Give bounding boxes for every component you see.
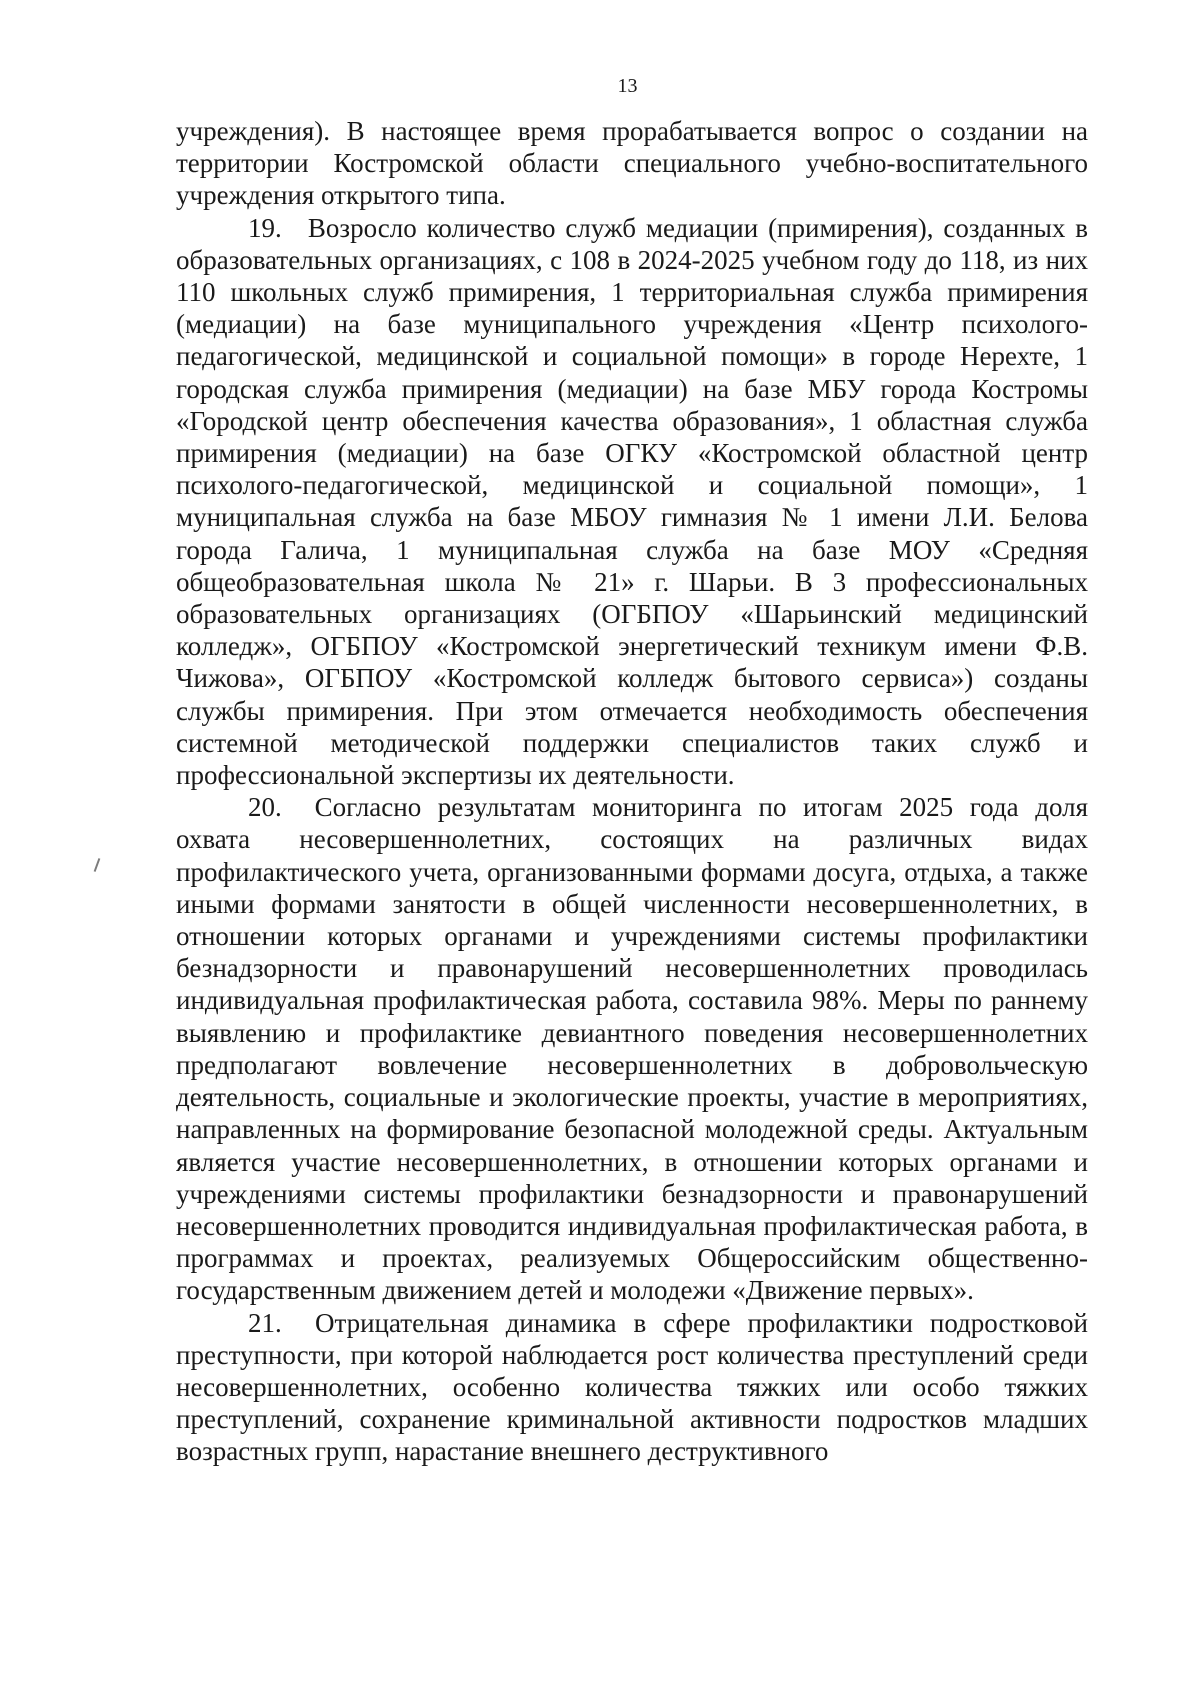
scan-artifact-mark <box>94 858 101 872</box>
document-body <box>176 115 1088 1468</box>
paragraph-number: 20. <box>248 792 282 823</box>
paragraph-21 <box>176 1307 1088 1468</box>
paragraph-continuation <box>176 115 1088 212</box>
paragraph-text: Отрицательная динамика в сфере профилактики подростковой преступности, при которой наблюдается рост количества преступлений среди несовершеннолетних, особенно количества тяжких или особо тяжких преступлений, сохранение криминальной активности подростков младших возрастных групп, нарастание внешнего деструктивного <box>176 1307 1088 1467</box>
paragraph-19 <box>176 212 1088 792</box>
paragraph-text: учреждения). В настоящее время прорабатывается вопрос о создании на территории Костромской области специального учебно-воспитательного учреждения открытого типа. <box>176 116 1088 211</box>
paragraph-number: 21. <box>248 1307 282 1338</box>
paragraph-text: Возросло количество служб медиации (примирения), созданных в образовательных организациях, с 108 в 2024-2025 учебном году до 118, из них 110 школьных служб примирения, 1 территориальная служба примирения (медиации) на базе муниципального учреждения «Центр психолого-педагогической, медицинской и социальной помощи» в городе Нерехте, 1 городская служба примирения (медиации) на базе МБУ города Костромы «Городской центр обеспечения качества образования», 1 областная служба примирения (медиации) на базе ОГКУ «Костромской областной центр психолого-педагогической, медицинской и социальной помощи», 1 муниципальная служба на базе МБОУ гимназия № 1 имени Л.И. Белова города Галича, 1 муниципальная служба на базе МОУ «Средняя общеобразовательная школа № 21» г. Шарьи. В 3 профессиональных образовательных организациях (ОГБПОУ «Шарьинский медицинский колледж», ОГБПОУ «Костромской энергетический техникум имени Ф.В. Чижова», ОГБПОУ «Костромской колледж бытового сервиса») созданы службы примирения. При этом отмечается необходимость обеспечения системной методической поддержки специалистов таких служб и профессиональной экспертизы их деятельности. <box>176 212 1088 791</box>
paragraph-20 <box>176 791 1088 1306</box>
page-number: 13 <box>617 75 638 97</box>
paragraph-number: 19. <box>248 212 282 243</box>
paragraph-text: Согласно результатам мониторинга по итогам 2025 года доля охвата несовершеннолетних, состоящих на различных видах профилактического учета, организованными формами досуга, отдыха, а также иными формами занятости в общей численности несовершеннолетних, в отношении которых органами и учреждениями системы профилактики безнадзорности и правонарушений несовершеннолетних проводилась индивидуальная профилактическая работа, составила 98%. Меры по раннему выявлению и профилактике девиантного поведения несовершеннолетних предполагают вовлечение несовершеннолетних в добровольческую деятельность, социальные и экологические проекты, участие в мероприятиях, направленных на формирование безопасной молодежной среды. Актуальным является участие несовершеннолетних, в отношении которых органами и учреждениями системы профилактики безнадзорности и правонарушений несовершеннолетних проводится индивидуальная профилактическая работа, в программах и проектах, реализуемых Общероссийским общественно-государственным движением детей и молодежи «Движение первых». <box>176 792 1088 1306</box>
